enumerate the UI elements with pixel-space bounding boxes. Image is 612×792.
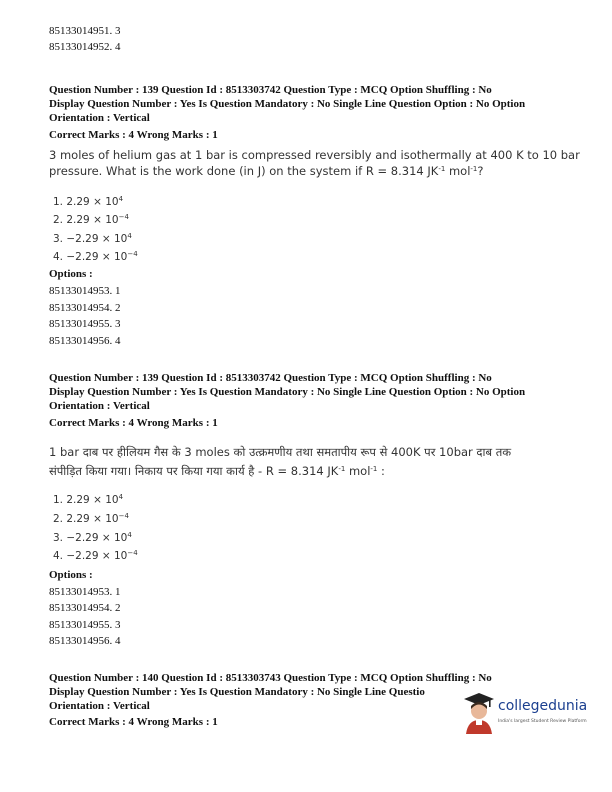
- question-header: Question Number : 139 Question Id : 8513303742 Question Type : MCQ Option Shuffling : No: [49, 84, 492, 96]
- question-header: Orientation : Vertical: [49, 400, 150, 412]
- option-code: 85133014955. 3: [49, 318, 121, 330]
- collegedunia-watermark: [462, 690, 602, 734]
- question-header: Display Question Number : Yes Is Question Mandatory : No Single Line Question Option : No Option: [49, 98, 526, 110]
- answer-option: 2. $2.29 \times 10^{-4}$: [53, 213, 129, 226]
- brand-tagline: India's largest Student Review Platform: [498, 719, 587, 724]
- option-code: 85133014956. 4: [49, 635, 121, 647]
- marks-line: Correct Marks : 4 Wrong Marks : 1: [49, 129, 218, 141]
- question-text: संपीड़ित किया गया। निकाय पर किया गया कार्य है - R = 8.314 $JK^{-1}$ mol$^{-1}$ :: [49, 464, 385, 478]
- marks-line: Correct Marks : 4 Wrong Marks : 1: [49, 417, 218, 429]
- brand-name: collegedunia: [498, 698, 588, 714]
- option-code: 85133014955. 3: [49, 619, 121, 631]
- marks-line: Correct Marks : 4 Wrong Marks : 1: [49, 716, 218, 728]
- answer-option: 3. $-2.29 \times 10^4$: [53, 531, 132, 544]
- option-code: 85133014956. 4: [49, 335, 121, 347]
- option-code: 85133014953. 1: [49, 285, 121, 297]
- option-code: 85133014954. 2: [49, 602, 121, 614]
- options-label: Options :: [49, 268, 93, 280]
- option-code: 85133014951. 3: [49, 25, 121, 37]
- options-label: Options :: [49, 569, 93, 581]
- question-header: Question Number : 139 Question Id : 8513303742 Question Type : MCQ Option Shuffling : No: [49, 372, 492, 384]
- question-text: 1 bar दाब पर हीलियम गैस के 3 moles को उत्क्रमणीय तथा समतापीय रूप से 400K पर 10bar दाब तक: [49, 445, 512, 459]
- answer-option: 1. $2.29 \times 10^4$: [53, 195, 124, 208]
- question-text: pressure. What is the work done (in J) on the system if R = 8.314 $JK^{-1}$ mol$^{-1}$?: [49, 164, 484, 178]
- graduate-avatar-icon: [462, 690, 496, 734]
- answer-option: 4. $-2.29 \times 10^{-4}$: [53, 549, 138, 562]
- option-code: 85133014953. 1: [49, 586, 121, 598]
- answer-option: 3. $-2.29 \times 10^4$: [53, 232, 132, 245]
- answer-option: 2. $2.29 \times 10^{-4}$: [53, 512, 129, 525]
- question-header: Display Question Number : Yes Is Question Mandatory : No Single Line Questio: [49, 686, 425, 698]
- option-code: 85133014954. 2: [49, 302, 121, 314]
- question-header: Display Question Number : Yes Is Question Mandatory : No Single Line Question Option : No Option: [49, 386, 526, 398]
- answer-option: 1. $2.29 \times 10^4$: [53, 493, 124, 506]
- question-header: Orientation : Vertical: [49, 112, 150, 124]
- option-code: 85133014952. 4: [49, 41, 121, 53]
- question-text: 3 moles of helium gas at 1 bar is compressed reversibly and isothermally at 400 K to 10 bar: [49, 148, 580, 162]
- question-header: Orientation : Vertical: [49, 700, 150, 712]
- answer-option: 4. $-2.29 \times 10^{-4}$: [53, 250, 138, 263]
- question-header: Question Number : 140 Question Id : 8513303743 Question Type : MCQ Option Shuffling : No: [49, 672, 492, 684]
